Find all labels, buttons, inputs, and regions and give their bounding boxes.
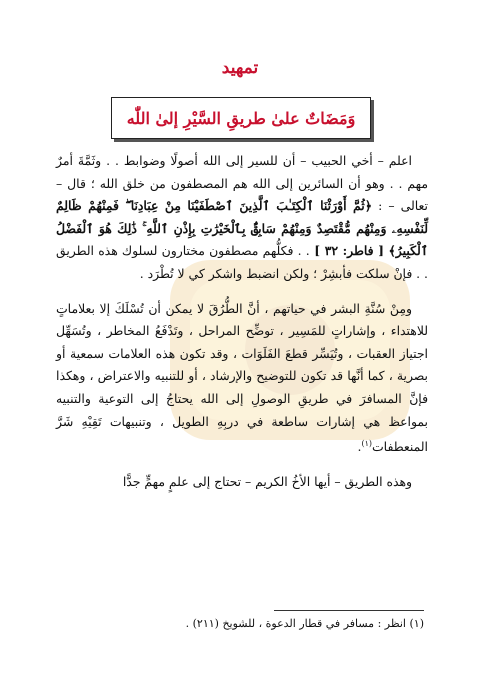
paragraph-1: اعلم – أخي الحبيب – أن للسير إلى الله أصولًا وضوابط . . وثَمَّةَ أمرٌ مهم . . وهو أن السائرين إلى الله هم المصطفون من خلق الله ؛ قال – تعالى – : ﴿ثُمَّ أَوْرَثْنَا ٱلْكِتَـٰبَ ٱلَّذِينَ ٱصْطَفَيْنَا مِنْ عِبَادِنَا ۖ فَمِنْهُمْ ظَالِمٌ لِّنَفْسِهِۦ وَمِنْهُم مُّقْتَصِدٌ وَمِنْهُمْ سَابِقٌۢ بِٱلْخَيْرَٰتِ بِإِذْنِ ٱللَّهِ ۚ ذَٰلِكَ هُوَ ٱلْفَضْلُ ٱلْكَبِيرُ﴾ [ فاطر: ٣٢ ] . . فكلُّهم مصطفون مختارون لسلوك هذه الطريق . . فإنْ سلكت فأبشِرْ ؛ ولكن انضبط واشكر كي لا تُطْرَد . <box>56 153 428 281</box>
page-heading: تمهيد <box>221 58 259 78</box>
verse-reference: [ فاطر: ٣٢ ] <box>309 243 389 259</box>
footnote: (١) انظر : مسافر في قطار الدعوة ، للشويخ (٢١١) . <box>185 617 424 630</box>
footnote-divider <box>274 610 424 611</box>
subtitle-text: وَمَضَاتٌ علىٰ طريقِ السَّيْرِ إلىٰ اللّٰه <box>126 108 356 128</box>
footnote-mark: (١) <box>361 439 373 449</box>
body-text <box>56 150 428 505</box>
paragraph-2: ومِنْ سُنَّةِ البشر في حياتهم ، أنَّ الطُّرُقَ لا يمكن أن تُسْلَكَ إلا بعلاماتٍ للاهتداء ، وإشاراتٍ للمَسِير ، توضِّح المراحل ، وتَدْفَعُ المخاطر ، وتُسَهِّل اجتياز العقبات ، وتُيَسِّر قطعَ الفَلَوَات ، وقد تكون هذه العلامات سمعية أو بصرية ، كما أنَّها قد تكون للتوضيح والإرشاد ، أو للتنبيه والاعتراض ، وهكذا فإنَّ المسافرَ في طريقِ الوصولِ إلى الله يحتاجُ إلى التوعية والتنبيه بمواعظ هي إشارات ساطعة في دربِهِ الطويل ، وتنبيهات تَقِيْهِ شَرَّ المنعطفات$^{(١)}$. <box>56 300 428 455</box>
quran-verse: ﴿ثُمَّ أَوْرَثْنَا ٱلْكِتَـٰبَ ٱلَّذِينَ ٱصْطَفَيْنَا مِنْ عِبَادِنَا ۖ فَمِنْهُمْ ظَالِمٌ لِّنَفْسِهِۦ وَمِنْهُم مُّقْتَصِدٌ وَمِنْهُمْ سَابِقٌۢ بِٱلْخَيْرَٰتِ بِإِذْنِ ٱللَّهِ ۚ ذَٰلِكَ هُوَ ٱلْفَضْلُ ٱلْكَبِيرُ﴾ <box>56 198 428 259</box>
subtitle-box <box>111 97 371 139</box>
paragraph-3: وهذه الطريق – أيها الأخُ الكريم – تحتاج إلى علمٍ مهمٍّ جدًّا <box>122 473 412 489</box>
